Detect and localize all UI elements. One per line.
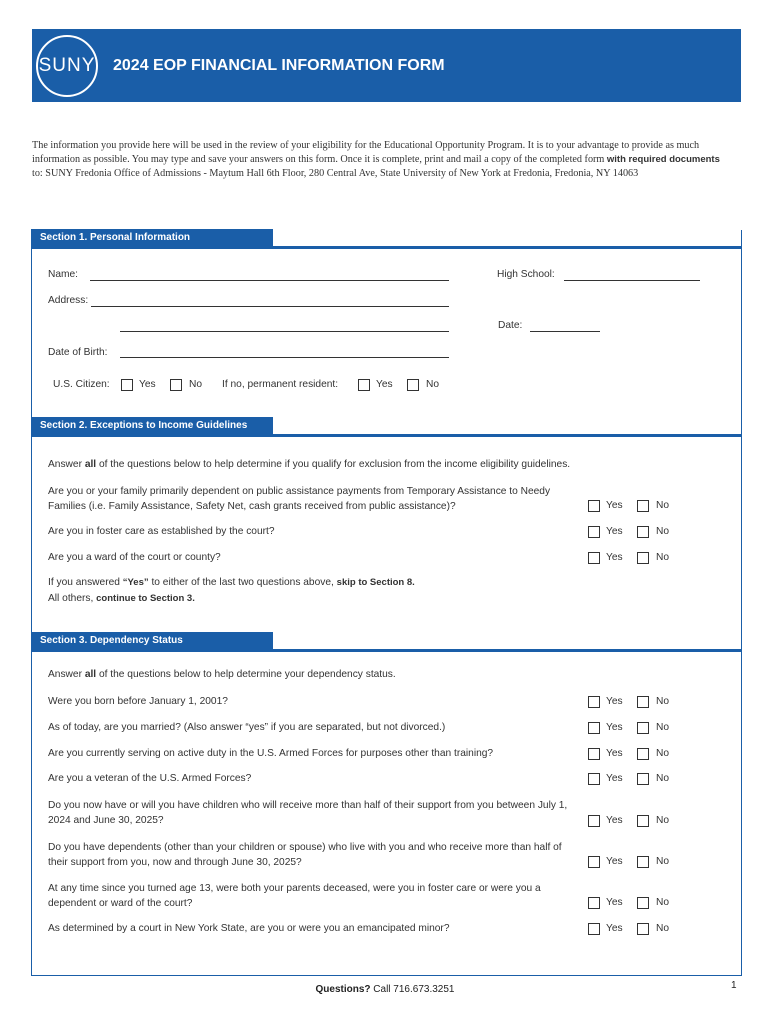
s3-q8-yes-checkbox[interactable] (588, 923, 600, 935)
s3-question-6: Do you have dependents (other than your children or spouse) who live with you and who receive more than half of their support from you, now and through June 30, 2025? (48, 842, 562, 868)
s3-question-8: As determined by a court in New York State, are you or were you an emancipated minor? (48, 923, 450, 934)
s3-q5-no-label: No (656, 815, 670, 826)
permanent-resident-label: If no, permanent resident: (222, 379, 339, 390)
section-1-rule (31, 246, 742, 249)
s3-q5-yes-label: Yes (606, 815, 623, 826)
intro-paragraph: The information you provide here will be used in the review of your eligibility for the Educational Opportunity Program. It is to your advantage to provide as much information as possible. You may type and save your answers on this form. Once it is complete, print and mail a copy of the completed form with required documents to: SUNY Fredonia Office of Admissions - Maytum Hall 6th Floor, 280 Central Ave, State University of New York at Fredonia, Fredonia, NY 14063 (32, 140, 720, 180)
s3-q5-yes-checkbox[interactable] (588, 815, 600, 827)
s3-q3-yes-checkbox[interactable] (588, 748, 600, 760)
high-school-label: High School: (497, 269, 555, 280)
s2-q3-no-checkbox[interactable] (637, 552, 649, 564)
section-3-instruction: Answer all of the questions below to help determine your dependency status. (48, 669, 396, 680)
s2-q2-yes-label: Yes (606, 526, 623, 537)
s3-q2-no-checkbox[interactable] (637, 722, 649, 734)
s2-note-line-1: If you answered “Yes” to either of the last two questions above, skip to Section 8. (48, 577, 415, 588)
s2-q1-yes-checkbox[interactable] (588, 500, 600, 512)
s3-question-7: At any time since you turned age 13, were both your parents deceased, were you in foster care or were you a dependent or ward of the court? (48, 883, 541, 909)
s3-question-2: As of today, are you married? (Also answer “yes” if you are separated, but not divorced.) (48, 722, 446, 733)
section-3-rule (31, 649, 742, 652)
s3-q5-no-checkbox[interactable] (637, 815, 649, 827)
s3-q2-no-label: No (656, 722, 670, 733)
s3-q8-no-checkbox[interactable] (637, 923, 649, 935)
s3-q7-yes-label: Yes (606, 897, 623, 908)
section-2-rule (31, 434, 742, 437)
page-number: 1 (731, 980, 737, 991)
s3-q3-no-checkbox[interactable] (637, 748, 649, 760)
section-2-header: Section 2. Exceptions to Income Guidelines (31, 417, 273, 437)
form-title: 2024 EOP FINANCIAL INFORMATION FORM (113, 57, 445, 74)
s2-question-1: Are you or your family primarily dependent on public assistance payments from Temporary Assistance to Needy Families (i.e. Family Assistance, Safety Net, cash grants received from public assistance)? (48, 486, 551, 512)
s3-q3-yes-label: Yes (606, 748, 623, 759)
s3-q1-yes-checkbox[interactable] (588, 696, 600, 708)
s2-q1-yes-label: Yes (606, 500, 623, 511)
s3-q3-no-label: No (656, 748, 670, 759)
resident-yes-label: Yes (376, 379, 393, 390)
s3-q7-no-label: No (656, 897, 670, 908)
s3-question-5: Do you now have or will you have children who will receive more than half of their support from you between July 1, 2024 and June 30, 2025? (48, 800, 568, 826)
s2-q3-yes-label: Yes (606, 552, 623, 563)
s2-note-line-2: All others, continue to Section 3. (48, 593, 195, 604)
s3-q1-yes-label: Yes (606, 696, 623, 707)
suny-logo: SUNY (36, 35, 98, 97)
s3-q6-no-label: No (656, 856, 670, 867)
resident-no-label: No (426, 379, 440, 390)
s3-q2-yes-label: Yes (606, 722, 623, 733)
s3-q8-yes-label: Yes (606, 923, 623, 934)
s3-q6-yes-checkbox[interactable] (588, 856, 600, 868)
s2-q1-no-label: No (656, 500, 670, 511)
citizen-yes-checkbox[interactable] (121, 379, 133, 391)
s3-q7-no-checkbox[interactable] (637, 897, 649, 909)
s3-q7-yes-checkbox[interactable] (588, 897, 600, 909)
citizen-no-label: No (189, 379, 203, 390)
name-field[interactable] (90, 280, 449, 281)
s3-q6-no-checkbox[interactable] (637, 856, 649, 868)
citizen-yes-label: Yes (139, 379, 156, 390)
s3-q8-no-label: No (656, 923, 670, 934)
resident-yes-checkbox[interactable] (358, 379, 370, 391)
s3-q4-yes-checkbox[interactable] (588, 773, 600, 785)
s2-question-2: Are you in foster care as established by the court? (48, 526, 275, 537)
s3-question-4: Are you a veteran of the U.S. Armed Forces? (48, 773, 252, 784)
date-label: Date: (498, 320, 523, 331)
section-2-instruction: Answer all of the questions below to help determine if you qualify for exclusion from the income eligibility guidelines. (48, 459, 571, 470)
s3-q1-no-checkbox[interactable] (637, 696, 649, 708)
section-3-header: Section 3. Dependency Status (31, 632, 273, 652)
s2-q1-no-checkbox[interactable] (637, 500, 649, 512)
address-field-line-2[interactable] (120, 331, 449, 332)
s2-q3-no-label: No (656, 552, 670, 563)
name-label: Name: (48, 269, 79, 280)
citizen-no-checkbox[interactable] (170, 379, 182, 391)
dob-field[interactable] (120, 357, 449, 358)
s3-q4-no-label: No (656, 773, 670, 784)
high-school-field[interactable] (564, 280, 700, 281)
resident-no-checkbox[interactable] (407, 379, 419, 391)
s3-q6-yes-label: Yes (606, 856, 623, 867)
s2-q2-no-checkbox[interactable] (637, 526, 649, 538)
s3-question-1: Were you born before January 1, 2001? (48, 696, 228, 707)
s3-question-3: Are you currently serving on active duty in the U.S. Armed Forces for purposes other than training? (48, 748, 494, 759)
s3-q4-yes-label: Yes (606, 773, 623, 784)
section-1-header: Section 1. Personal Information (31, 229, 273, 249)
s2-q2-yes-checkbox[interactable] (588, 526, 600, 538)
dob-label: Date of Birth: (48, 347, 108, 358)
s3-q2-yes-checkbox[interactable] (588, 722, 600, 734)
s3-q4-no-checkbox[interactable] (637, 773, 649, 785)
address-field-line-1[interactable] (91, 306, 449, 307)
form-header (32, 29, 741, 102)
footer-questions: Questions? Call 716.673.3251 (315, 984, 455, 995)
s3-q1-no-label: No (656, 696, 670, 707)
citizen-label: U.S. Citizen: (53, 379, 110, 390)
s2-q2-no-label: No (656, 526, 670, 537)
s2-question-3: Are you a ward of the court or county? (48, 552, 221, 563)
date-field[interactable] (530, 331, 600, 332)
s2-q3-yes-checkbox[interactable] (588, 552, 600, 564)
address-label: Address: (48, 295, 89, 306)
